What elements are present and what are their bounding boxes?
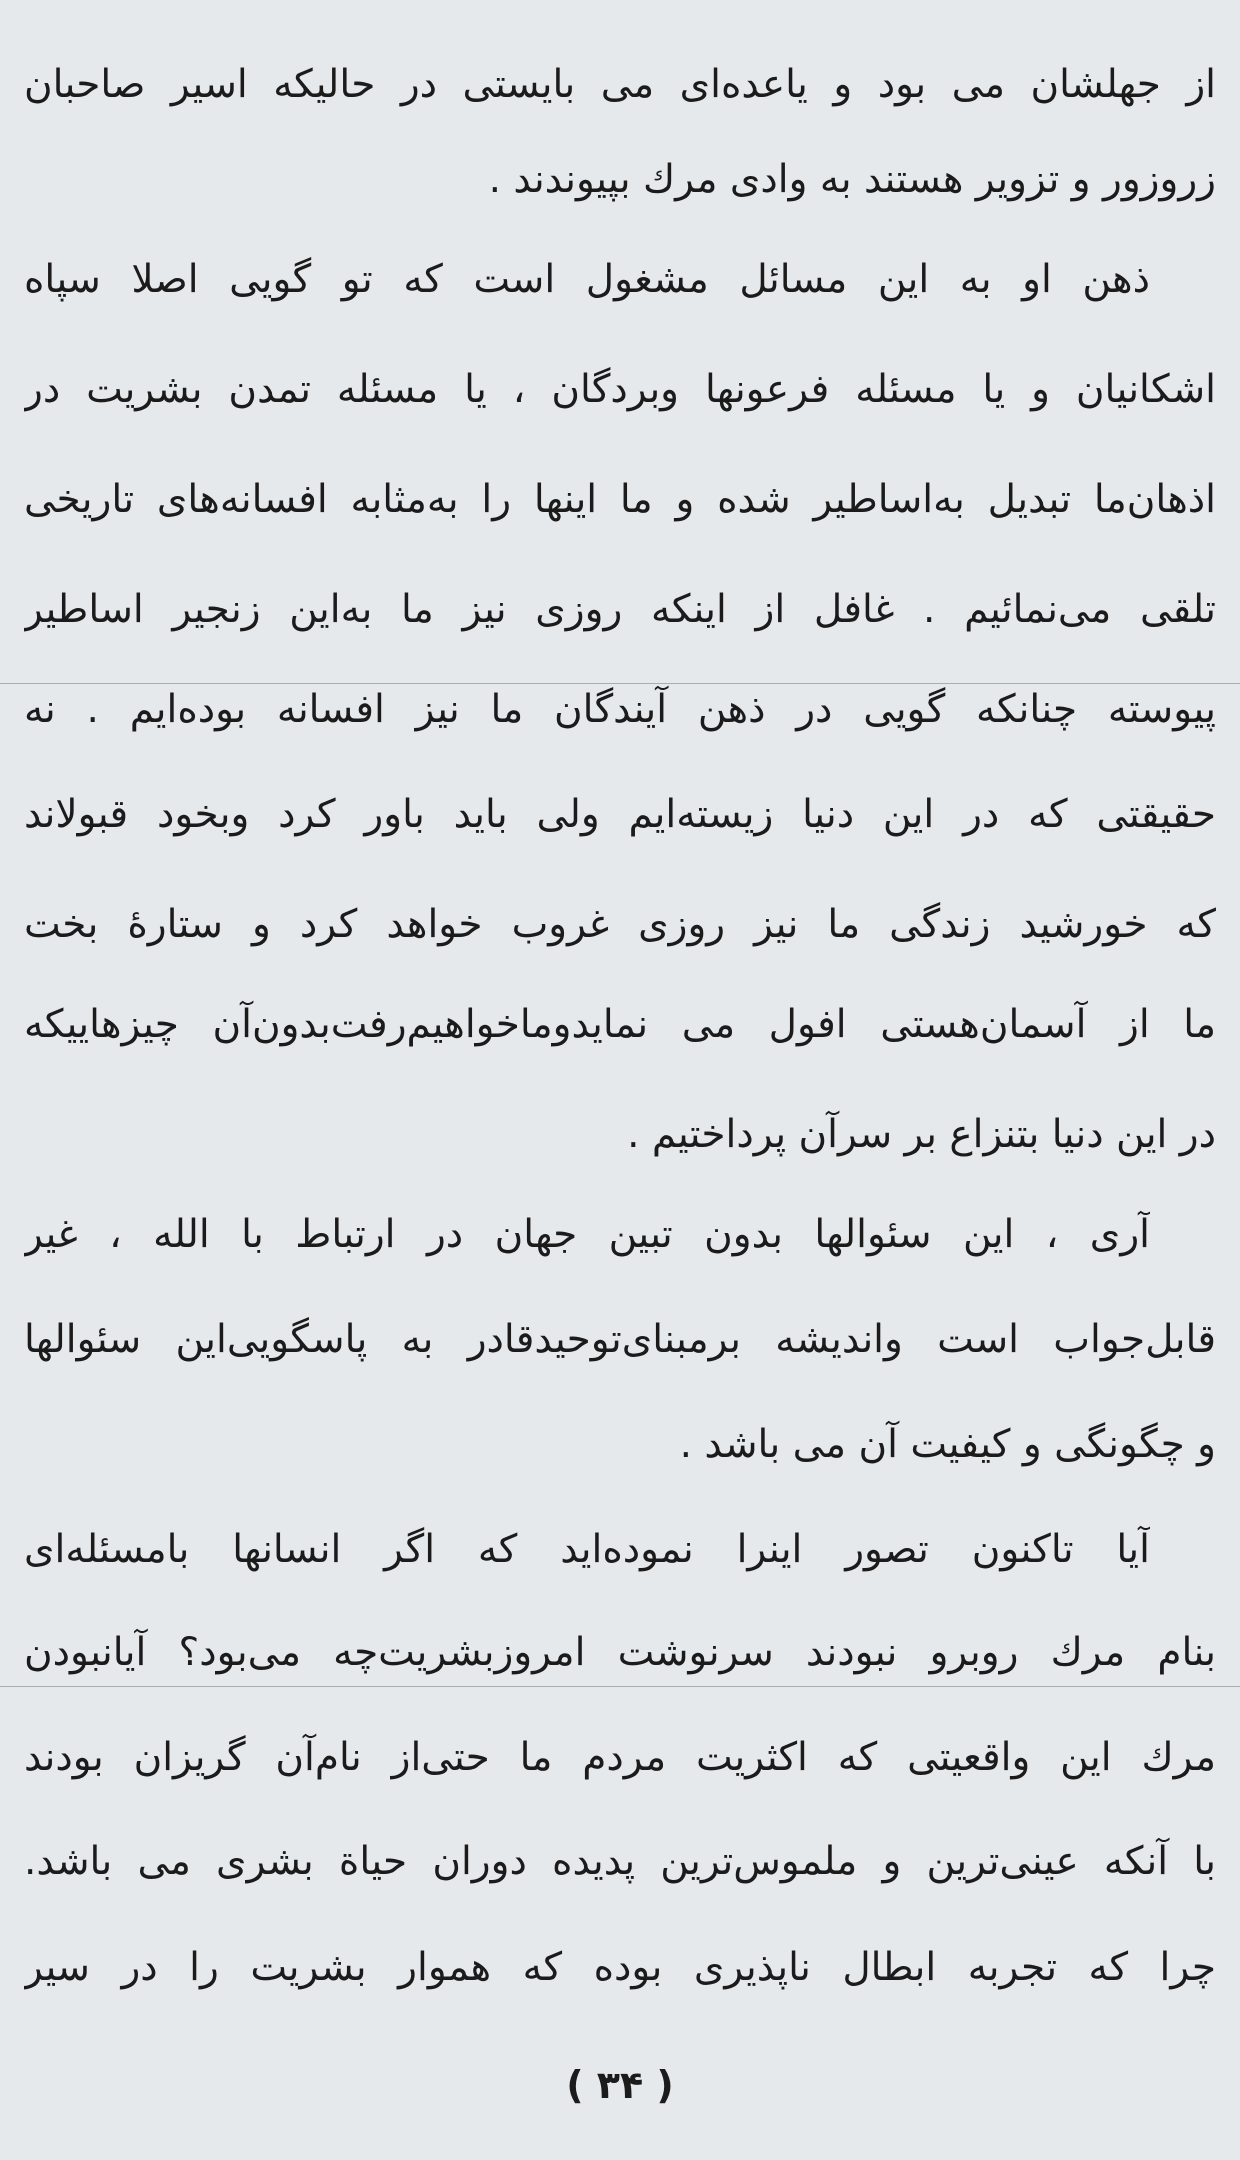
text-line: از جهلشان می بود و یاعده‌ای می بایستی در حالیکه اسیر صاحبان: [24, 62, 1216, 107]
text-line: اشکانیان و یا مسئله فرعونها وبردگان ، یا مسئله تمدن بشریت در: [24, 367, 1216, 412]
text-line: آیا تاکنون تصور اینرا نموده‌اید که اگر انسانها بامسئله‌ای: [24, 1527, 1150, 1572]
text-line: زروزور و تزویر هستند به وادی مرك بپیوندند .: [488, 157, 1216, 202]
text-line: ذهن او به این مسائل مشغول است که تو گویی اصلا سپاه: [24, 257, 1150, 302]
text-line: مرك این واقعیتی که اکثریت مردم ما حتی‌از نام‌آن گریزان بودند: [24, 1735, 1216, 1780]
text-line: و چگونگی و کیفیت آن می باشد .: [679, 1422, 1216, 1467]
text-line: ما از آسمان‌هستی افول می نمایدوماخواهیم‌رفت‌بدون‌آن چیزهاییکه: [24, 1002, 1216, 1047]
text-line: با آنکه عینی‌ترین و ملموس‌ترین پدیده دوران حیاة بشری می باشد.: [24, 1839, 1216, 1884]
text-line: چرا که تجربه ابطال ناپذیری بوده که هموار بشریت را در سیر: [24, 1945, 1216, 1990]
text-line: پیوسته چنانکه گویی در ذهن آیندگان ما نیز افسانه بوده‌ایم . نه: [24, 687, 1216, 732]
text-line: اذهان‌ما تبدیل به‌اساطیر شده و ما اینها را به‌مثابه افسانه‌های تاریخی: [24, 477, 1216, 522]
text-line: آری ، این سئوالها بدون تبین جهان در ارتباط با الله ، غیر: [24, 1212, 1150, 1257]
text-line: که خورشید زندگی ما نیز روزی غروب خواهد کرد و ستارهٔ بخت: [24, 902, 1216, 947]
text-line: تلقی می‌نمائیم . غافل از اینکه روزی نیز ما به‌این زنجیر اساطیر: [24, 587, 1216, 632]
text-line: حقیقتی که در این دنیا زیسته‌ایم ولی باید باور کرد وبخود قبولاند: [24, 792, 1216, 837]
page-number: ( ۳۴ ): [566, 2063, 674, 2107]
text-line: قابل‌جواب است واندیشه برمبنای‌توحیدقادر به پاسگویی‌این سئوالها: [24, 1317, 1216, 1362]
text-line: بنام مرك روبرو نبودند سرنوشت امروزبشریت‌چه می‌بود؟ آیانبودن: [24, 1630, 1216, 1675]
text-line: در این دنیا بتنزاع بر سرآن پرداختیم .: [627, 1112, 1216, 1157]
